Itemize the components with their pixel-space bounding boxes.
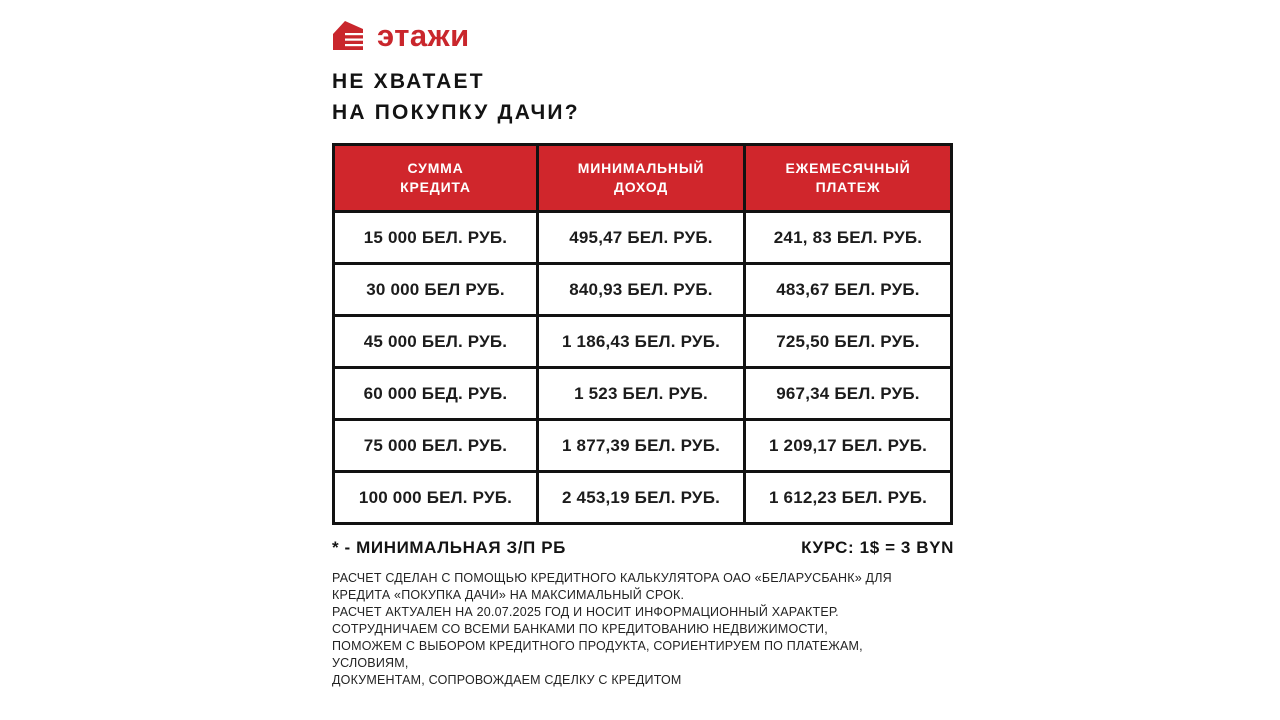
disclaimer-line: ДОКУМЕНТАМ, СОПРОВОЖДАЕМ СДЕЛКУ С КРЕДИТОМ xyxy=(332,673,682,687)
header-min-income-line1: МИНИМАЛЬНЫЙ xyxy=(577,160,705,176)
table-row xyxy=(334,472,952,524)
credit-table-body xyxy=(334,212,952,524)
footnote-exchange-rate: КУРС: 1$ = 3 BYN xyxy=(801,538,954,557)
cell-credit-sum: 45 000 БЕЛ. РУБ. xyxy=(334,316,538,368)
cell-monthly-payment: 241, 83 БЕЛ. РУБ. xyxy=(745,212,952,264)
disclaimer-line: УСЛОВИЯМ, xyxy=(332,656,409,670)
table-row xyxy=(334,212,952,264)
cell-credit-sum: 15 000 БЕЛ. РУБ. xyxy=(334,212,538,264)
cell-min-income: 1 877,39 БЕЛ. РУБ. xyxy=(538,420,745,472)
disclaimer-line: СОТРУДНИЧАЕМ СО ВСЕМИ БАНКАМИ ПО КРЕДИТОВАНИЮ НЕДВИЖИМОСТИ, xyxy=(332,622,828,636)
page-title-line1: НЕ ХВАТАЕТ xyxy=(332,70,485,93)
page-title xyxy=(332,66,954,128)
header-monthly-payment-line1: ЕЖЕМЕСЯЧНЫЙ xyxy=(785,160,911,176)
cell-min-income: 840,93 БЕЛ. РУБ. xyxy=(538,264,745,316)
cell-monthly-payment: 483,67 БЕЛ. РУБ. xyxy=(745,264,952,316)
table-row xyxy=(334,316,952,368)
brand-logo xyxy=(332,16,954,56)
header-min-income xyxy=(538,145,745,212)
cell-monthly-payment: 1 612,23 БЕЛ. РУБ. xyxy=(745,472,952,524)
header-monthly-payment-line2: ПЛАТЕЖ xyxy=(815,179,881,195)
cell-monthly-payment: 1 209,17 БЕЛ. РУБ. xyxy=(745,420,952,472)
credit-table xyxy=(332,143,953,525)
house-icon xyxy=(332,20,368,52)
footnote-min-salary: * - МИНИМАЛЬНАЯ З/П РБ xyxy=(332,538,566,557)
cell-credit-sum: 100 000 БЕЛ. РУБ. xyxy=(334,472,538,524)
header-credit-sum xyxy=(334,145,538,212)
cell-credit-sum: 30 000 БЕЛ РУБ. xyxy=(334,264,538,316)
cell-monthly-payment: 725,50 БЕЛ. РУБ. xyxy=(745,316,952,368)
table-row xyxy=(334,420,952,472)
disclaimer-line: РАСЧЕТ СДЕЛАН С ПОМОЩЬЮ КРЕДИТНОГО КАЛЬКУЛЯТОРА ОАО «БЕЛАРУСБАНК» ДЛЯ xyxy=(332,571,892,585)
cell-credit-sum: 75 000 БЕЛ. РУБ. xyxy=(334,420,538,472)
header-min-income-line2: ДОХОД xyxy=(614,179,668,195)
header-row xyxy=(334,145,952,212)
cell-min-income: 2 453,19 БЕЛ. РУБ. xyxy=(538,472,745,524)
table-row xyxy=(334,368,952,420)
cell-monthly-payment: 967,34 БЕЛ. РУБ. xyxy=(745,368,952,420)
header-credit-sum-line1: СУММА xyxy=(407,160,464,176)
disclaimer-line: КРЕДИТА «ПОКУПКА ДАЧИ» НА МАКСИМАЛЬНЫЙ СРОК. xyxy=(332,588,685,602)
disclaimer xyxy=(332,570,954,689)
disclaimer-line: ПОМОЖЕМ С ВЫБОРОМ КРЕДИТНОГО ПРОДУКТА, СОРИЕНТИРУЕМ ПО ПЛАТЕЖАМ, xyxy=(332,639,863,653)
page-title-line2: НА ПОКУПКУ ДАЧИ? xyxy=(332,101,580,124)
table-row xyxy=(334,264,952,316)
cell-min-income: 1 523 БЕЛ. РУБ. xyxy=(538,368,745,420)
cell-min-income: 1 186,43 БЕЛ. РУБ. xyxy=(538,316,745,368)
infographic xyxy=(332,16,954,689)
header-monthly-payment xyxy=(745,145,952,212)
credit-table-head xyxy=(334,145,952,212)
brand-logo-text: этажи xyxy=(377,18,470,53)
footnote-row xyxy=(332,538,954,558)
disclaimer-line: РАСЧЕТ АКТУАЛЕН НА 20.07.2025 ГОД И НОСИТ ИНФОРМАЦИОННЫЙ ХАРАКТЕР. xyxy=(332,605,839,619)
header-credit-sum-line2: КРЕДИТА xyxy=(400,179,471,195)
cell-credit-sum: 60 000 БЕД. РУБ. xyxy=(334,368,538,420)
cell-min-income: 495,47 БЕЛ. РУБ. xyxy=(538,212,745,264)
